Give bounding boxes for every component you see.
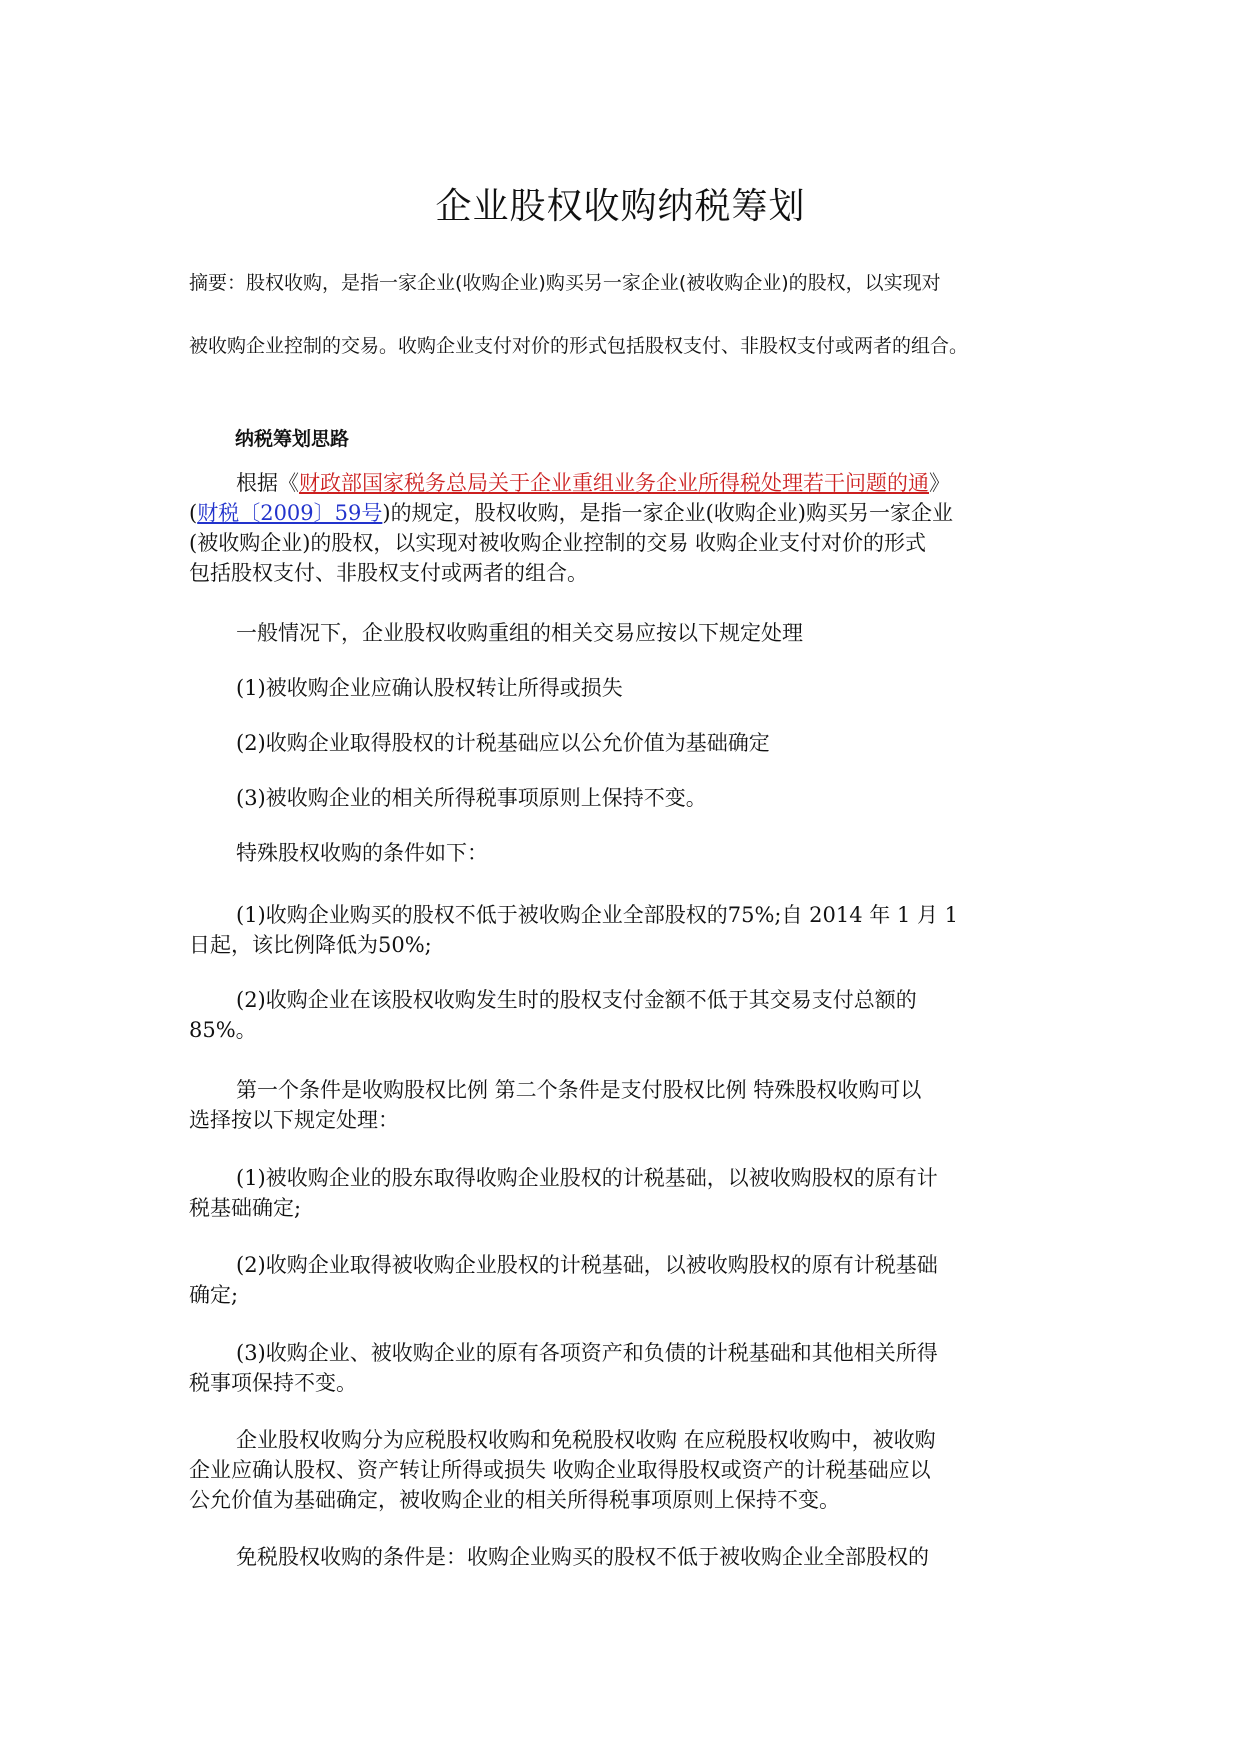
para14-text: 免税股权收购的条件是：收购企业购买的股权不低于被收购企业全部股权的 bbox=[236, 1545, 929, 1569]
para1-line4: 包括股权支付、非股权支付或两者的组合。 bbox=[189, 561, 588, 585]
document-title: 企业股权收购纳税筹划 bbox=[435, 186, 806, 227]
paragraph-2 bbox=[189, 618, 1057, 648]
paragraph-8 bbox=[189, 985, 1057, 1045]
para1-line2-rest: )的规定，股权收购，是指一家企业(收购企业)购买另一家企业 bbox=[382, 501, 953, 525]
paragraph-1 bbox=[189, 468, 1057, 588]
paragraph-4 bbox=[189, 728, 1057, 758]
paragraph-3 bbox=[189, 673, 1057, 703]
paragraph-5 bbox=[189, 783, 1057, 813]
document-number-link[interactable]: 财税〔2009〕59号 bbox=[197, 501, 383, 525]
policy-document-link[interactable]: 财政部国家税务总局关于企业重组业务企业所得税处理若干问题的通 bbox=[299, 471, 929, 495]
para8-line1: (2)收购企业在该股权收购发生时的股权支付金额不低于其交易支付总额的 bbox=[236, 988, 917, 1012]
paragraph-13 bbox=[189, 1425, 1057, 1515]
paragraph-14 bbox=[189, 1542, 1057, 1572]
para2-text: 一般情况下，企业股权收购重组的相关交易应按以下规定处理 bbox=[236, 621, 803, 645]
para10-line1: (1)被收购企业的股东取得收购企业股权的计税基础，以被收购股权的原有计 bbox=[236, 1166, 938, 1190]
paragraph-10 bbox=[189, 1163, 1057, 1223]
para8-line2: 85%。 bbox=[189, 1018, 257, 1042]
para6-text: 特殊股权收购的条件如下： bbox=[236, 841, 488, 865]
para5-text: (3)被收购企业的相关所得税事项原则上保持不变。 bbox=[236, 786, 707, 810]
para11-line1: (2)收购企业取得被收购企业股权的计税基础，以被收购股权的原有计税基础 bbox=[236, 1253, 938, 1277]
para4-text: (2)收购企业取得股权的计税基础应以公允价值为基础确定 bbox=[236, 731, 770, 755]
paragraph-11 bbox=[189, 1250, 1057, 1310]
paragraph-9 bbox=[189, 1075, 1057, 1135]
para13-line2: 企业应确认股权、资产转让所得或损失 收购企业取得股权或资产的计税基础应以 bbox=[189, 1458, 931, 1482]
paragraph-6 bbox=[189, 838, 1057, 868]
para1-suffix: 》 bbox=[929, 471, 950, 495]
abstract-line-2: 被收购企业控制的交易。收购企业支付对价的形式包括股权支付、非股权支付或两者的组合。 bbox=[189, 335, 969, 357]
para12-line2: 税事项保持不变。 bbox=[189, 1371, 357, 1395]
section-heading: 纳税筹划思路 bbox=[235, 428, 350, 450]
para7-line1: (1)收购企业购买的股权不低于被收购企业全部股权的75%;自 2014 年 1 月 1 bbox=[236, 903, 959, 927]
para9-line1: 第一个条件是收购股权比例 第二个条件是支付股权比例 特殊股权收购可以 bbox=[236, 1078, 922, 1102]
para3-text: (1)被收购企业应确认股权转让所得或损失 bbox=[236, 676, 623, 700]
para1-prefix: 根据《 bbox=[236, 471, 299, 495]
para9-line2: 选择按以下规定处理： bbox=[189, 1108, 399, 1132]
para7-line2: 日起，该比例降低为50%; bbox=[189, 933, 432, 957]
para12-line1: (3)收购企业、被收购企业的原有各项资产和负债的计税基础和其他相关所得 bbox=[236, 1341, 938, 1365]
para13-line1: 企业股权收购分为应税股权收购和免税股权收购 在应税股权收购中，被收购 bbox=[236, 1428, 936, 1452]
paragraph-12 bbox=[189, 1338, 1057, 1398]
para11-line2: 确定; bbox=[189, 1283, 239, 1307]
para1-open-paren: ( bbox=[189, 501, 198, 525]
paragraph-7 bbox=[189, 900, 1057, 960]
para13-line3: 公允价值为基础确定，被收购企业的相关所得税事项原则上保持不变。 bbox=[189, 1488, 840, 1512]
abstract-line-1: 摘要：股权收购，是指一家企业(收购企业)购买另一家企业(被收购企业)的股权，以实现对 bbox=[189, 272, 941, 294]
para1-line3: (被收购企业)的股权，以实现对被收购企业控制的交易 收购企业支付对价的形式 bbox=[189, 531, 927, 555]
para10-line2: 税基础确定; bbox=[189, 1196, 302, 1220]
